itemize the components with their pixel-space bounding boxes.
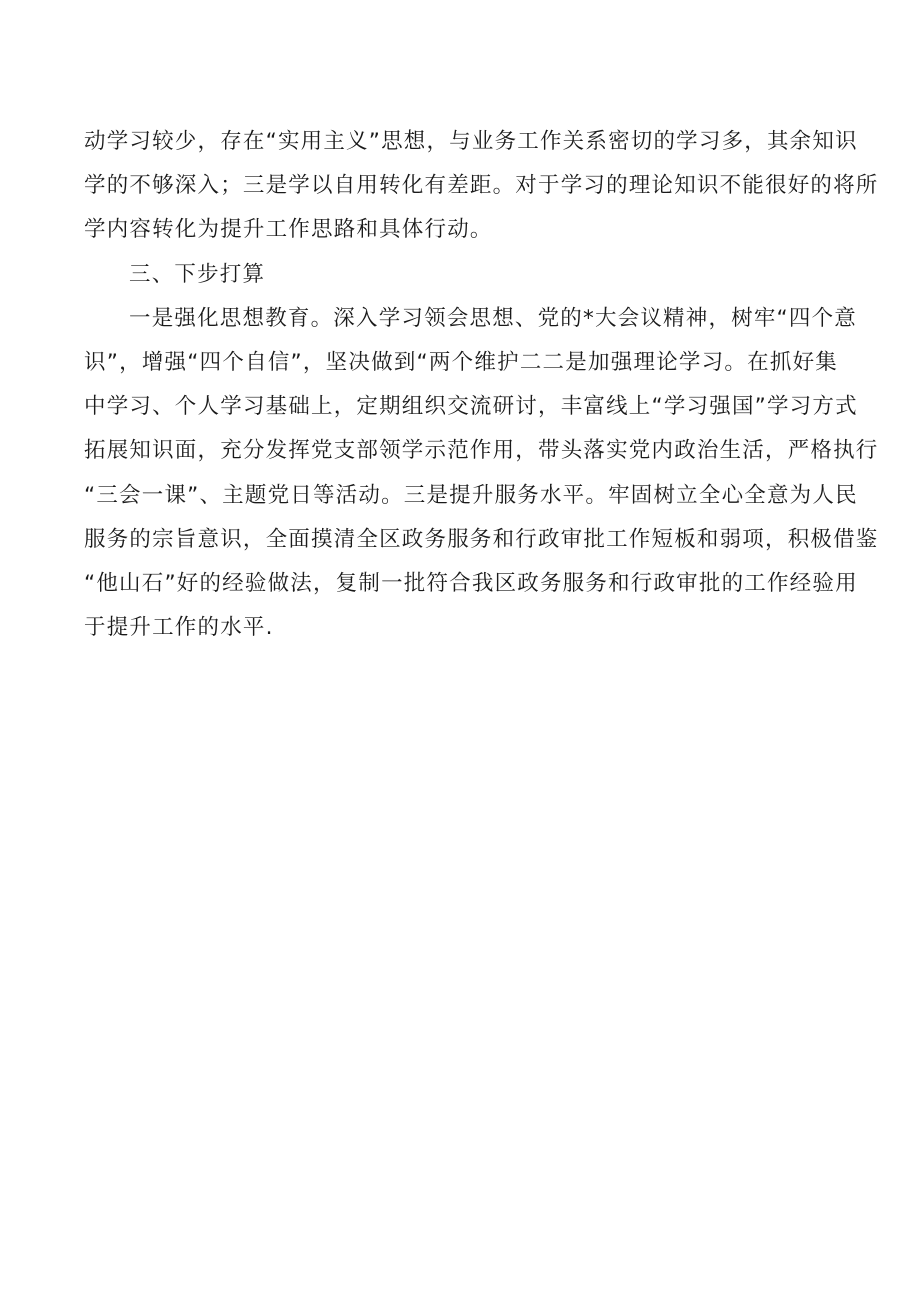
section-heading: 三、下步打算 — [129, 261, 266, 287]
paragraph-1-line-1: 动学习较少，存在“实用主义”思想，与业务工作关系密切的学习多，其余知识 — [84, 129, 858, 154]
paragraph-2-line-8: 于提升工作的水平. — [84, 615, 274, 641]
paragraph-1-line-2: 学的不够深入；三是学以自用转化有差距。对于学习的理论知识不能很好的将所 — [84, 173, 879, 199]
paragraph-2-line-5: “三会一课”、主题党日等活动。三是提升服务水平。牢固树立全心全意为人民 — [84, 482, 858, 508]
document-body — [84, 120, 879, 650]
paragraph-2-line-1: 一是强化思想教育。深入学习领会思想、党的*大会议精神，树牢“四个意 — [129, 305, 857, 331]
paragraph-2-line-3: 中学习、个人学习基础上，定期组织交流研讨，丰富线上“学习强国”学习方式 — [84, 394, 858, 420]
paragraph-2-line-4: 拓展知识面，充分发挥党支部领学示范作用，带头落实党内政治生活，严格执行 — [84, 438, 879, 464]
paragraph-2-line-2: 识”，增强“四个自信”，坚决做到“两个维护二二是加强理论学习。在抓好集 — [84, 349, 838, 375]
paragraph-2-line-6: 服务的宗旨意识，全面摸清全区政务服务和行政审批工作短板和弱项，积极借鉴 — [84, 526, 879, 552]
paragraph-2-line-7: “他山石”好的经验做法，复制一批符合我区政务服务和行政审批的工作经验用 — [84, 570, 858, 596]
paragraph-1-line-3: 学内容转化为提升工作思路和具体行动。 — [84, 217, 493, 243]
